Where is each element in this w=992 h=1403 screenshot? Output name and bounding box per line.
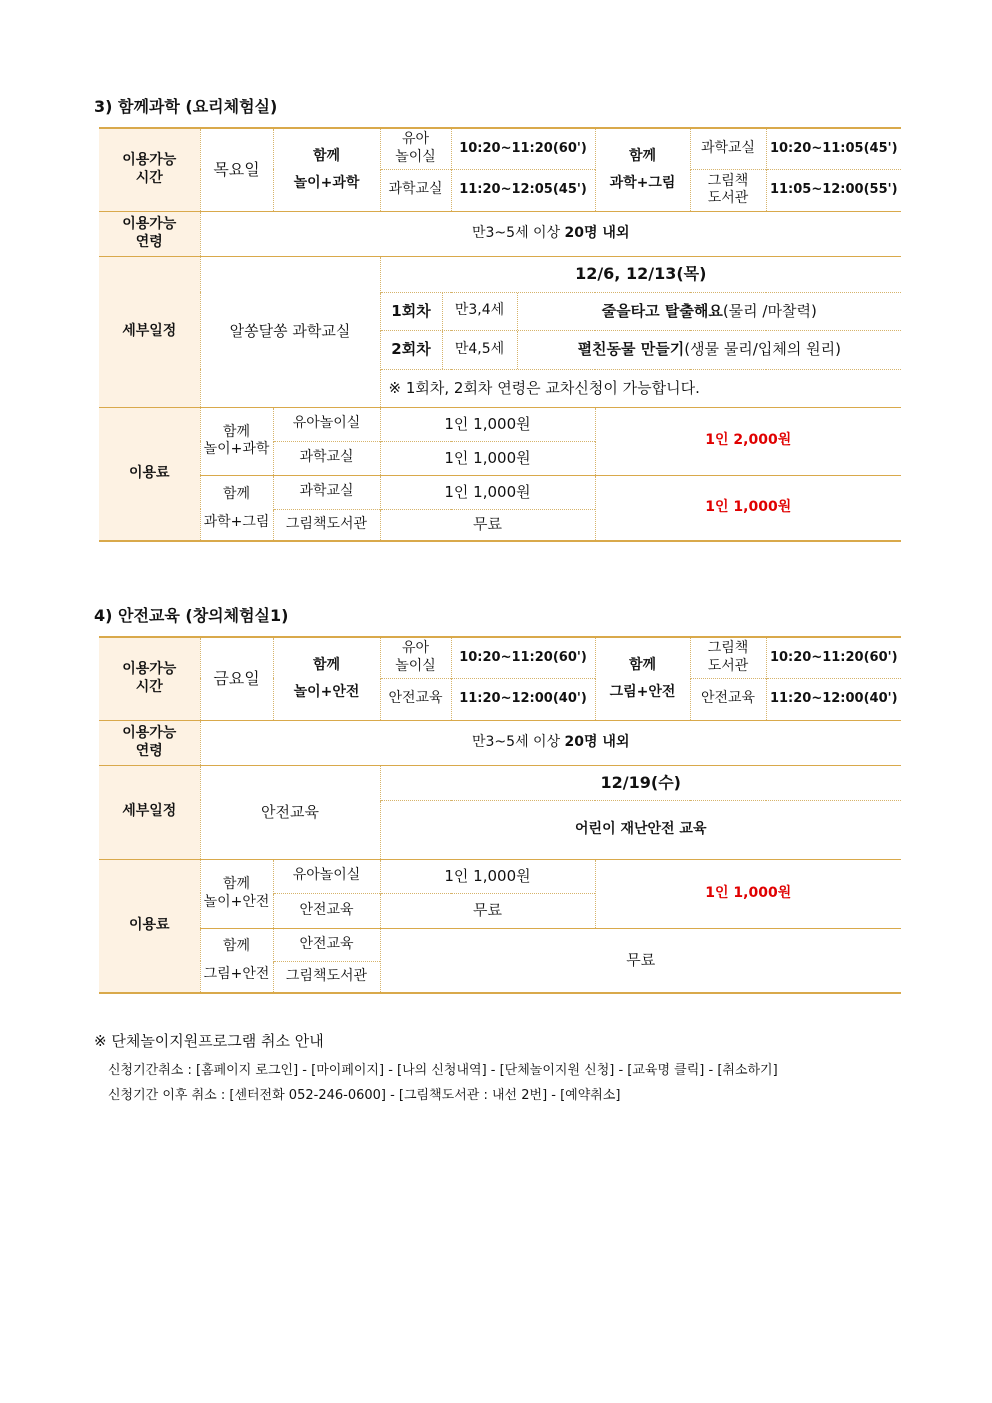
age-count: 20명 내외 — [564, 733, 630, 750]
combo2-room2: 안전교육 — [690, 678, 766, 720]
fee-c1-price2: 무료 — [380, 893, 595, 928]
combo2-room2: 그림책 도서관 — [690, 169, 766, 211]
detail-name: 알쏭달쏭 과학교실 — [200, 256, 380, 407]
combo2-room1: 그림책 도서관 — [690, 637, 766, 678]
round1-age: 만3,4세 — [442, 293, 517, 330]
combo1-time1: 10:20~11:20(60') — [451, 128, 595, 169]
detail-name: 안전교육 — [200, 765, 380, 859]
fee-c2-room1: 안전교육 — [273, 928, 380, 961]
fee-combo2: 함께 그림+안전 — [200, 928, 273, 993]
fee-c1-room2: 과학교실 — [273, 441, 380, 475]
combo2-cell: 함께 그림+안전 — [595, 637, 690, 720]
combo1-cell: 함께 놀이+과학 — [273, 128, 380, 211]
round2-sub: (생물 물리/입체의 원리) — [684, 340, 841, 359]
fee-c2-room1: 과학교실 — [273, 475, 380, 509]
round2-age: 만4,5세 — [442, 331, 517, 369]
fee-label: 이용료 — [99, 859, 200, 993]
combo1-room2: 과학교실 — [380, 169, 451, 211]
section3-table — [99, 127, 901, 542]
fee-c2-total: 1인 1,000원 — [595, 475, 901, 541]
fee-c2-price2: 무료 — [380, 509, 595, 541]
time-label: 이용가능 시간 — [99, 128, 200, 211]
round1-sub: (물리 /마찰력) — [722, 301, 817, 320]
fee-combo2: 함께 과학+그림 — [200, 475, 273, 541]
round2-content — [517, 331, 901, 369]
combo1-room2: 안전교육 — [380, 678, 451, 720]
combo1-room1: 유아 놀이실 — [380, 128, 451, 169]
section4-table — [99, 636, 901, 994]
fee-c1-total: 1인 1,000원 — [595, 859, 901, 928]
fee-c1-price1: 1인 1,000원 — [380, 859, 595, 893]
fee-c1-room1: 유아놀이실 — [273, 407, 380, 441]
age-value — [200, 720, 901, 765]
section4-heading: 4) 안전교육 (창의체험실1) — [94, 606, 289, 625]
round2-title: 펼친동물 만들기 — [577, 340, 685, 359]
combo2-room1: 과학교실 — [690, 128, 766, 169]
combo2-time1: 10:20~11:20(60') — [766, 637, 901, 678]
combo1-time1: 10:20~11:20(60') — [451, 637, 595, 678]
notes-line2: 신청기간 이후 취소 : [센터전화 052-246-0600] - [그림책도서관 : 내선 2번] - [예약취소] — [108, 1088, 621, 1103]
combo1-time2: 11:20~12:05(45') — [451, 169, 595, 211]
age-count: 20명 내외 — [564, 224, 630, 241]
age-label: 이용가능 연령 — [99, 211, 200, 256]
combo2-time2: 11:05~12:00(55') — [766, 169, 901, 211]
detail-label: 세부일정 — [99, 765, 200, 859]
combo2-time2: 11:20~12:00(40') — [766, 678, 901, 720]
fee-c1-room2: 안전교육 — [273, 893, 380, 928]
combo2-time1: 10:20~11:05(45') — [766, 128, 901, 169]
round1-label: 1회차 — [391, 301, 431, 320]
fee-c2-room2: 그림책도서관 — [273, 509, 380, 541]
age-text: 만3~5세 이상 — [472, 224, 561, 241]
notes-line1: 신청기간취소 : [홈페이지 로그인] - [마이페이지] - [나의 신청내역] - [단체놀이지원 신청] - [교육명 클릭] - [취소하기] — [108, 1063, 778, 1078]
fee-c1-price1: 1인 1,000원 — [380, 407, 595, 441]
combo1-room1: 유아 놀이실 — [380, 637, 451, 678]
section3-heading: 3) 함께과학 (요리체험실) — [94, 97, 278, 116]
detail-note: ※ 1회차, 2회차 연령은 교차신청이 가능합니다. — [380, 369, 901, 407]
detail-label: 세부일정 — [99, 256, 200, 407]
detail-date: 12/6, 12/13(목) — [380, 256, 901, 292]
detail-title: 어린이 재난안전 교육 — [380, 800, 901, 859]
day-cell: 목요일 — [200, 128, 273, 211]
day-cell: 금요일 — [200, 637, 273, 720]
time-label: 이용가능 시간 — [99, 637, 200, 720]
combo1-time2: 11:20~12:00(40') — [451, 678, 595, 720]
age-label: 이용가능 연령 — [99, 720, 200, 765]
cancel-notes — [94, 1030, 778, 1103]
fee-c1-total: 1인 2,000원 — [595, 407, 901, 475]
round1-title: 줄을타고 탈출해요 — [601, 301, 723, 320]
detail-date: 12/19(수) — [380, 765, 901, 800]
fee-c2-room2: 그림책도서관 — [273, 961, 380, 993]
fee-c2-price1: 1인 1,000원 — [380, 475, 595, 509]
round2-row — [380, 330, 901, 369]
round1-content — [517, 293, 901, 330]
fee-c1-price2: 1인 1,000원 — [380, 441, 595, 475]
combo2-cell: 함께 과학+그림 — [595, 128, 690, 211]
fee-combo1: 함께 놀이+과학 — [200, 407, 273, 475]
fee-c2-total: 무료 — [380, 928, 901, 993]
round2-label: 2회차 — [391, 340, 431, 359]
fee-c1-room1: 유아놀이실 — [273, 859, 380, 893]
age-text: 만3~5세 이상 — [472, 733, 561, 750]
fee-combo1: 함께 놀이+안전 — [200, 859, 273, 928]
age-value — [200, 211, 901, 256]
round1-row — [380, 292, 901, 330]
notes-title: ※ 단체놀이지원프로그램 취소 안내 — [94, 1032, 324, 1050]
fee-label: 이용료 — [99, 407, 200, 541]
combo1-cell: 함께 놀이+안전 — [273, 637, 380, 720]
